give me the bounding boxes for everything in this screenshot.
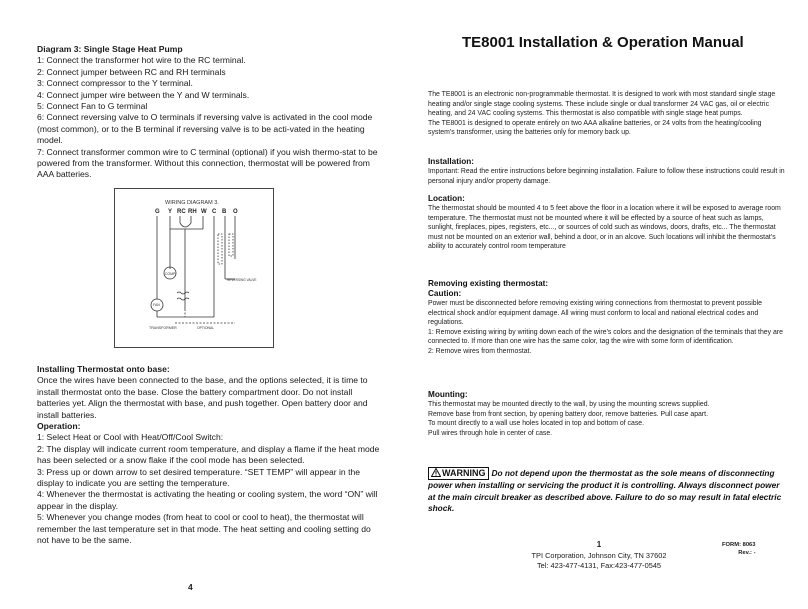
location-text: The thermostat should be mounted 4 to 5 feet above the floor in a location where it will be exposed to average room temperature. The thermostat must not be mounted where it will be effected by a source of heat such as lamps, sunlight, fireplaces, pipes, registers, etc..., or sources of cold such as windows, doors, drafts, etc... The thermostat must not be mounted on an exterior wall, behind a door, or in an alcove. Such locations will inhibit the thermostat’s ability to accurately control room temperature xyxy=(428,205,781,251)
diagram-heading: Diagram 3: Single Stage Heat Pump xyxy=(37,44,183,54)
diagram-step: 6: Connect reversing valve to O terminals if reversing valve is activated in the cool mode (most common), or to the B terminal if reversing valve is to be acti-vated in the heating model. xyxy=(37,112,373,146)
wiring-diagram-title: WIRING DIAGRAM 3. xyxy=(165,200,219,206)
diagram-step: 1: Connect the transformer hot wire to the RC terminal. xyxy=(37,55,246,66)
diagram-instructions xyxy=(37,44,381,181)
footer xyxy=(524,540,674,572)
form-number: FORM: 8063 xyxy=(722,542,756,548)
location-section xyxy=(428,194,788,252)
warning-text: Do not depend upon the thermostat as the sole means of disconnecting power when installing or servicing the product it is controlling. Always disconnect power at the main circuit breaker as described above. Failure to do so may result in fatal electric shock. xyxy=(428,468,782,514)
installation-text: Important: Read the entire instructions before beginning installation. Failure to follow these instructions could result in personal injury and/or property damage. xyxy=(428,168,785,185)
install-base-heading: Installing Thermostat onto base: xyxy=(37,364,170,374)
warning-badge xyxy=(428,467,489,480)
operation-step: 2: The display will indicate current room temperature, and display a flame if the heat mode has been selected or a snow flake if the cool mode has been selected. xyxy=(37,443,380,466)
fan-label: FAN xyxy=(153,303,160,307)
removing-section xyxy=(428,279,788,357)
wiring-diagram xyxy=(114,188,274,348)
operation-step: 5: Whenever you change modes (from heat to cool or cool to heat), the thermostat will remember the last temperature set in that mode. The heat setting and cooling setting do not have to be the same. xyxy=(37,512,371,546)
warning-block xyxy=(428,467,788,515)
removing-text: Power must be disconnected before removing existing wiring connections from thermostat to prevent possible electrical shock and/or equipment damage. All wiring must conform to local and national electrical codes and regulations. xyxy=(428,300,762,327)
install-base-section xyxy=(37,364,381,547)
intro-paragraph: The TE8001 is an electronic non-programmable thermostat. It is designed to work with most standard single stage heating and/or single stage cooling systems. These include single or dual transformer 24 VAC gas, oil or electric heating, and 24 VAC cooling systems. This thermostat is also compatible with single stage heat pumps. xyxy=(428,91,776,118)
mounting-heading: Mounting: xyxy=(428,390,468,399)
operation-step: 3: Press up or down arrow to set desired temperature. “SET TEMP” will appear in the display to indicate you are setting the temperature. xyxy=(37,466,361,489)
terminal-label: Y xyxy=(168,209,173,215)
form-rev: Rev.: - xyxy=(738,549,756,556)
comp-label: COMP xyxy=(165,272,176,276)
intro-section xyxy=(428,90,788,138)
company-address: TPI Corporation, Johnson City, TN 37602 xyxy=(531,550,667,560)
removing-heading: Removing existing thermostat: xyxy=(428,279,549,288)
mounting-text: Pull wires through hole in center of case. xyxy=(428,429,553,437)
diagram-step: 4: Connect jumper wire between the Y and W terminals. xyxy=(37,89,250,100)
location-heading: Location: xyxy=(428,194,465,203)
install-base-text: Once the wires have been connected to the base, and the options selected, it is time to install thermostat onto the base. Close the battery compartment door. Do not install batteries yet. Align the thermostat with base, and push together. Open battery door and install batteries. xyxy=(37,375,368,420)
mounting-section xyxy=(428,390,788,438)
terminal-label: W xyxy=(201,209,207,215)
company-phone: Tel: 423-477-4131, Fax:423-477-0545 xyxy=(536,561,662,570)
diagram-step: 5: Connect Fan to G terminal xyxy=(37,101,148,112)
reversing-valve-label: REVERSING VALVE xyxy=(227,278,257,282)
mounting-text: To mount directly to a wall use holes located in top and bottom of case. xyxy=(428,420,645,428)
terminal-label: C xyxy=(212,209,217,215)
terminal-label: O xyxy=(233,209,238,215)
optional-label: OPTIONAL xyxy=(197,326,215,330)
warning-label: WARNING xyxy=(442,468,486,478)
mounting-text: This thermostat may be mounted directly to the wall, by using the mounting screws supplied. xyxy=(428,401,710,408)
transformer-label: TRANSFORMER xyxy=(149,326,177,330)
installation-heading: Installation: xyxy=(428,157,474,166)
mounting-text: Remove base from front section, by opening battery door, remove batteries. Pull case apart. xyxy=(428,410,708,418)
diagram-step: 7: Connect transformer common wire to C terminal (optional) if you wish thermo-stat to be powered from the transformer. Without this connection, thermostat will be powered from AAA batteries. xyxy=(37,146,378,180)
removing-text: 1: Remove existing wiring by writing down each of the wire’s colors and the designation of the terminals that they are connected to. If more than one wire has the same color, tag the wire with some form of identification. xyxy=(428,328,783,346)
page-number-right: 1 xyxy=(596,540,602,549)
terminal-label: RC xyxy=(177,209,186,215)
terminal-label: B xyxy=(222,209,227,215)
warning-triangle-icon xyxy=(431,468,441,477)
operation-step: 4: Whenever the thermostat is activating the heating or cooling system, the word “ON” will appear in the display. xyxy=(37,489,378,511)
intro-paragraph: The TE8001 is designed to operate entirely on two AAA alkaline batteries, or 24 volts from the heating/cooling system’s transformer, using the batteries only for memory back up. xyxy=(428,119,762,137)
manual-title: TE8001 Installation & Operation Manual xyxy=(462,34,744,51)
wiring-lines xyxy=(151,216,235,323)
operation-heading: Operation: xyxy=(37,421,81,432)
caution-heading: Caution: xyxy=(428,289,462,298)
terminal-label: RH xyxy=(188,209,197,215)
right-page xyxy=(404,0,808,609)
operation-step: 1: Select Heat or Cool with Heat/Off/Cool Switch: xyxy=(37,432,224,443)
form-info xyxy=(722,542,756,557)
diagram-step: 2: Connect jumper between RC and RH terminals xyxy=(37,66,226,77)
diagram-step: 3: Connect compressor to the Y terminal. xyxy=(37,78,193,89)
page-number-left: 4 xyxy=(188,582,193,592)
terminal-label: G xyxy=(155,209,160,215)
installation-section xyxy=(428,157,788,186)
removing-text: 2: Remove wires from thermostat. xyxy=(428,347,532,355)
